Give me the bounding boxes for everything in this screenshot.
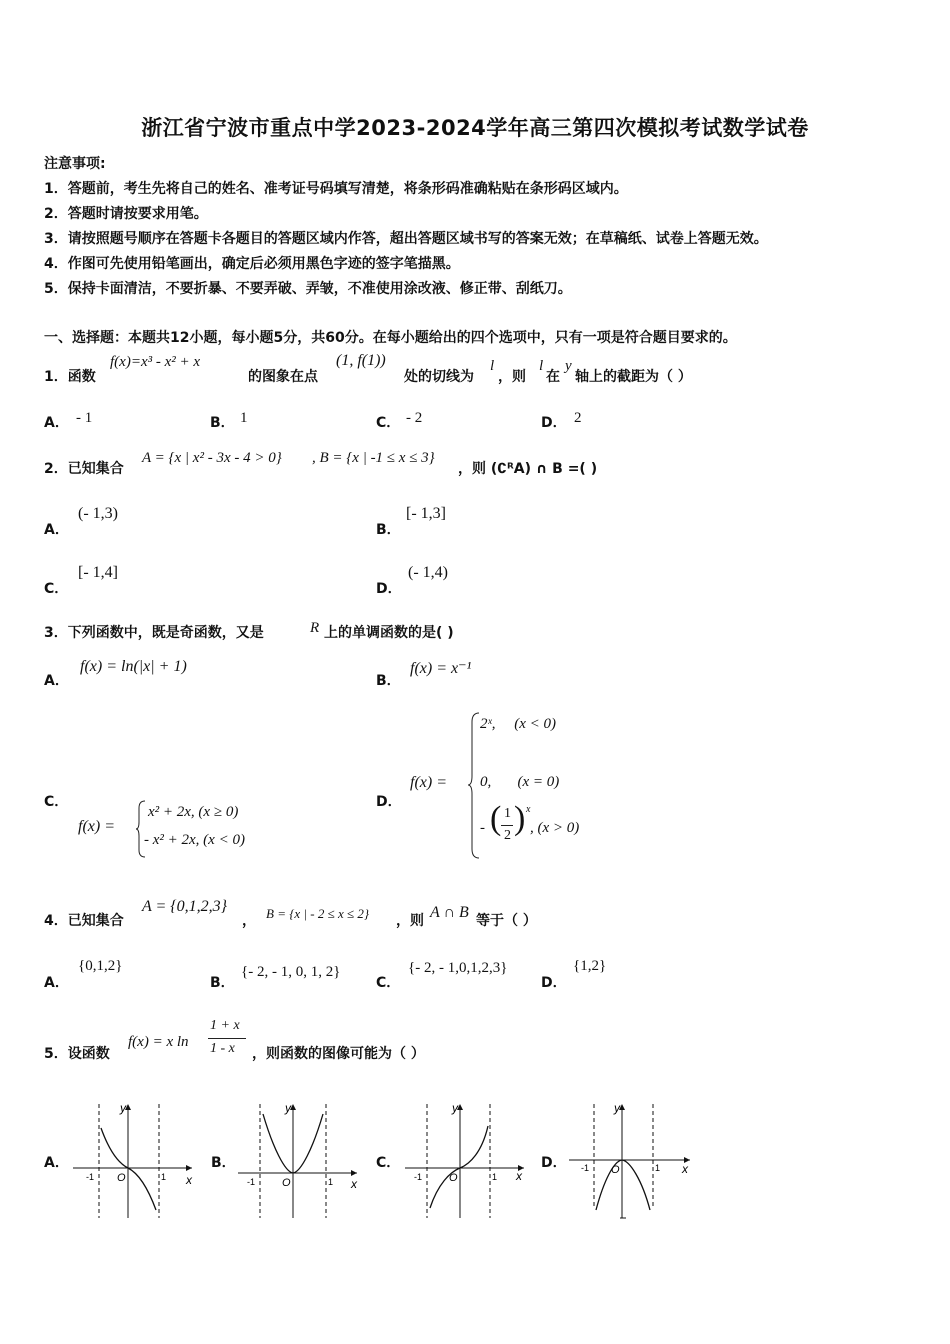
axis-label-y: y bbox=[614, 1101, 620, 1115]
axis-label-x: x bbox=[682, 1162, 688, 1176]
q3-d-exp: x bbox=[526, 804, 531, 815]
page-title: 浙江省宁波市重点中学2023-2024学年高三第四次模拟考试数学试卷 bbox=[141, 116, 809, 140]
notice-heading: 注意事项: bbox=[44, 156, 106, 172]
q3-c-lhs: f(x) = bbox=[78, 818, 115, 835]
tick-label: -1 bbox=[581, 1163, 590, 1173]
q2-option-a[interactable]: (- 1,3) bbox=[78, 505, 118, 522]
brace-icon bbox=[468, 712, 480, 860]
q5-number: 5．设函数 bbox=[44, 1046, 110, 1062]
q1-text: 在 bbox=[546, 369, 560, 385]
q2-option-b-label[interactable]: B． bbox=[376, 522, 401, 538]
q3-c-row2: - x² + 2x, (x < 0) bbox=[144, 832, 245, 848]
q1-function: f(x)=x³ - x² + x bbox=[110, 354, 201, 370]
q3-R: R bbox=[310, 620, 320, 636]
q2-option-d-label[interactable]: D． bbox=[376, 581, 402, 597]
q3-option-c[interactable] bbox=[78, 800, 298, 860]
q3-option-a[interactable]: f(x) = ln(|x| + 1) bbox=[80, 658, 187, 675]
axis-label-y: y bbox=[120, 1101, 126, 1115]
q4-option-a-label[interactable]: A． bbox=[44, 975, 69, 991]
fraction-bar bbox=[501, 825, 513, 826]
q3-c-row1: x² + 2x, (x ≥ 0) bbox=[148, 804, 239, 820]
tick-label: -1 bbox=[414, 1172, 423, 1182]
q3-d-row1: 2ˣ, (x < 0) bbox=[480, 716, 557, 732]
tick-label: 1 bbox=[161, 1172, 167, 1182]
q3-option-c-label[interactable]: C． bbox=[44, 794, 69, 810]
tick-label: 1 bbox=[492, 1172, 498, 1182]
q4-number: 4．已知集合 bbox=[44, 913, 124, 929]
q3-option-d-label[interactable]: D． bbox=[376, 794, 402, 810]
q5-option-d-label[interactable]: D． bbox=[541, 1155, 567, 1171]
q4-intersection: A ∩ B bbox=[430, 904, 469, 921]
section-heading: 一、选择题：本题共12小题，每小题5分，共60分。在每小题给出的四个选项中，只有一项是符合题目要求的。 bbox=[44, 330, 737, 346]
q5-option-b-label[interactable]: B． bbox=[211, 1155, 236, 1171]
q3-option-d[interactable] bbox=[410, 712, 630, 862]
notice-item: 1．答题前，考生先将自己的姓名、准考证号码填写清楚，将条形码准确粘贴在条形码区域内。 bbox=[44, 181, 628, 197]
q2-option-d[interactable]: (- 1,4) bbox=[408, 564, 448, 581]
q5-option-a-label[interactable]: A． bbox=[44, 1155, 69, 1171]
q3-d-paren: ) bbox=[514, 800, 526, 837]
q1-option-a[interactable]: - 1 bbox=[76, 410, 93, 426]
q3-option-a-label[interactable]: A． bbox=[44, 673, 69, 689]
q3-option-b-label[interactable]: B． bbox=[376, 673, 401, 689]
q4-set-b: B = {x | - 2 ≤ x ≤ 2} bbox=[266, 906, 370, 921]
q2-option-a-label[interactable]: A． bbox=[44, 522, 69, 538]
q5-frac-den: 1 - x bbox=[210, 1041, 235, 1056]
q1-line-l: l bbox=[490, 358, 495, 374]
q4-option-c-label[interactable]: C． bbox=[376, 975, 401, 991]
q1-option-a-label[interactable]: A． bbox=[44, 415, 69, 431]
origin-label: O bbox=[282, 1177, 291, 1189]
q2-option-c-label[interactable]: C． bbox=[44, 581, 69, 597]
q1-option-b-label[interactable]: B． bbox=[210, 415, 235, 431]
q1-number: 1．函数 bbox=[44, 369, 96, 385]
q2-set-b: , B = {x | -1 ≤ x ≤ 3} bbox=[312, 450, 435, 466]
q1-option-c-label[interactable]: C． bbox=[376, 415, 401, 431]
q4-text: ， bbox=[242, 913, 256, 929]
q5-text: ，则函数的图像可能为（ ） bbox=[252, 1046, 425, 1062]
q1-text: ，则 bbox=[498, 369, 526, 385]
tick-label: -1 bbox=[86, 1172, 95, 1182]
q3-d-lhs: f(x) = bbox=[410, 774, 447, 791]
q4-option-a[interactable]: {0,1,2} bbox=[78, 958, 123, 974]
q5-graph-c[interactable] bbox=[402, 1098, 527, 1223]
question-5 bbox=[44, 1016, 544, 1066]
q3-number: 3．下列函数中，既是奇函数，又是 bbox=[44, 625, 264, 641]
q5-graph-b[interactable] bbox=[235, 1098, 360, 1223]
q5-frac-num: 1 + x bbox=[210, 1018, 240, 1033]
q2-set-a: A = {x | x² - 3x - 4 > 0} bbox=[142, 450, 282, 466]
axis-label-y: y bbox=[452, 1101, 458, 1115]
q5-function: f(x) = x ln bbox=[128, 1034, 189, 1050]
notice-item: 4．作图可先使用铅笔画出，确定后必须用黑色字迹的签字笔描黑。 bbox=[44, 256, 460, 272]
q4-option-b[interactable]: {- 2, - 1, 0, 1, 2} bbox=[241, 964, 341, 980]
tick-label: 1 bbox=[328, 1177, 334, 1187]
q1-point: (1, f(1)) bbox=[336, 352, 386, 369]
origin-label: O bbox=[117, 1172, 126, 1184]
axis-label-x: x bbox=[186, 1173, 192, 1187]
q2-option-c[interactable]: [- 1,4] bbox=[78, 564, 118, 581]
q1-y: y bbox=[565, 358, 572, 374]
q1-text: 的图象在点 bbox=[248, 369, 318, 385]
q1-option-b[interactable]: 1 bbox=[240, 410, 248, 426]
q4-option-b-label[interactable]: B． bbox=[210, 975, 235, 991]
graph-a-axes bbox=[73, 1104, 192, 1218]
q3-d-row3: , (x > 0) bbox=[530, 820, 580, 836]
tick-label: 1 bbox=[655, 1163, 661, 1173]
notice-item: 3．请按照题号顺序在答题卡各题目的答题区域内作答，超出答题区域书写的答案无效；在草稿纸、试卷上答题无效。 bbox=[44, 231, 768, 247]
q3-d-frac-den: 2 bbox=[504, 828, 511, 843]
fraction-bar bbox=[208, 1038, 246, 1039]
q1-line-l: l bbox=[539, 358, 544, 374]
q3-d-row2: 0, (x = 0) bbox=[480, 774, 560, 790]
notice-item: 5．保持卡面清洁，不要折暴、不要弄破、弄皱，不准使用涂改液、修正带、刮纸刀。 bbox=[44, 281, 572, 297]
q5-option-c-label[interactable]: C． bbox=[376, 1155, 401, 1171]
graph-b-axes bbox=[238, 1104, 357, 1218]
q3-option-b[interactable]: f(x) = x⁻¹ bbox=[410, 660, 472, 677]
q4-text: 等于（ ） bbox=[476, 913, 537, 929]
q4-set-a: A = {0,1,2,3} bbox=[142, 898, 228, 915]
q4-text: ，则 bbox=[396, 913, 424, 929]
q4-option-c[interactable]: {- 2, - 1,0,1,2,3} bbox=[408, 960, 508, 976]
q5-graph-a[interactable] bbox=[70, 1098, 195, 1223]
q1-option-d[interactable]: 2 bbox=[574, 410, 582, 426]
q3-d-minus: - bbox=[480, 820, 485, 836]
q4-option-d[interactable]: {1,2} bbox=[573, 958, 607, 974]
q3-text: 上的单调函数的是( ) bbox=[324, 625, 454, 641]
origin-label: O bbox=[611, 1164, 620, 1176]
q3-d-paren: ( bbox=[490, 800, 502, 837]
q4-option-d-label[interactable]: D． bbox=[541, 975, 567, 991]
q1-text: 轴上的截距为（ ） bbox=[575, 369, 692, 385]
axis-label-x: x bbox=[351, 1177, 357, 1191]
q1-text: 处的切线为 bbox=[404, 369, 474, 385]
brace-icon bbox=[136, 800, 146, 858]
graph-c-axes bbox=[405, 1104, 524, 1218]
q2-number: 2．已知集合 bbox=[44, 461, 124, 477]
q5-graph-d[interactable] bbox=[566, 1098, 696, 1223]
q3-d-frac-num: 1 bbox=[504, 806, 511, 821]
axis-label-x: x bbox=[516, 1169, 522, 1183]
axis-label-y: y bbox=[285, 1101, 291, 1115]
q1-option-d-label[interactable]: D． bbox=[541, 415, 567, 431]
origin-label: O bbox=[449, 1172, 458, 1184]
graph-d-axes bbox=[569, 1104, 690, 1218]
q2-option-b[interactable]: [- 1,3] bbox=[406, 505, 446, 522]
q2-text: ，则 (∁ᴿA) ∩ B =( ) bbox=[458, 461, 598, 477]
q1-option-c[interactable]: - 2 bbox=[406, 410, 423, 426]
tick-label: -1 bbox=[247, 1177, 256, 1187]
notice-item: 2．答题时请按要求用笔。 bbox=[44, 206, 208, 222]
